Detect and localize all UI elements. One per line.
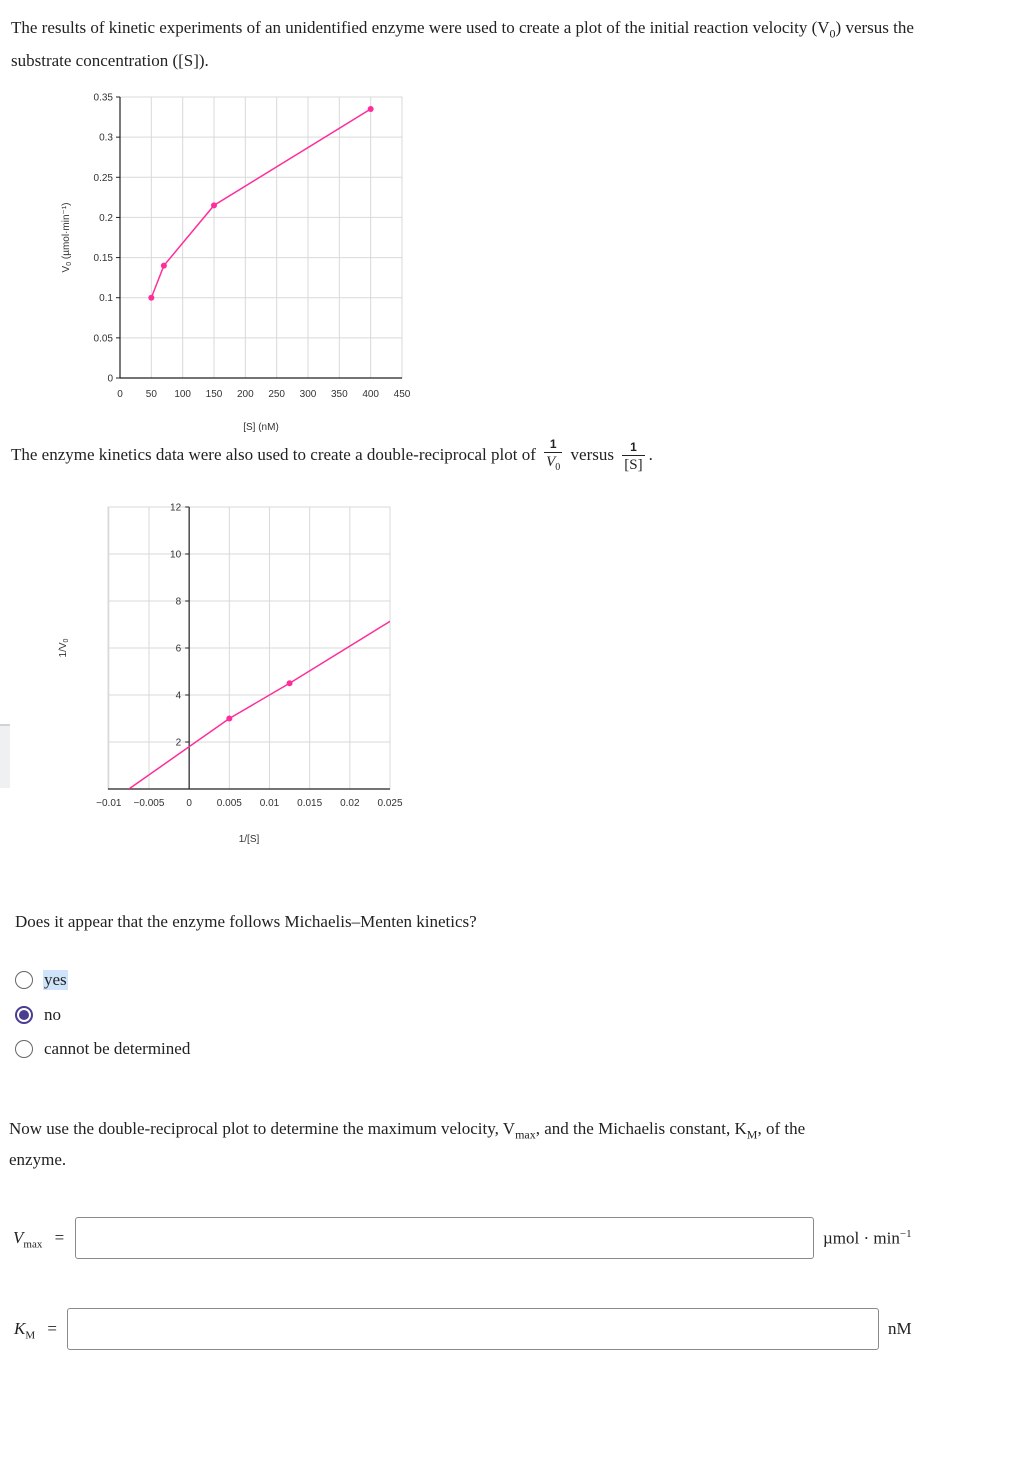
velocity-vs-substrate-chart [40, 80, 440, 440]
intro-paragraph: The results of kinetic experiments of an unidentified enzyme were used to create a plot of the initial reaction velocity $(V_0)$ versus the substrate concentration ([S]). [11, 18, 914, 71]
series-line [129, 554, 440, 789]
y-axis-title-prefix: V [61, 265, 72, 273]
x-tick-label: 0 [186, 798, 192, 809]
plot-frame [120, 97, 402, 378]
y-tick-label: 10 [170, 549, 182, 561]
km-unit: nM [888, 1319, 912, 1338]
data-point [161, 263, 167, 269]
y-axis-title-prefix: 1/V [58, 642, 69, 658]
x-axis-title: 1/[S] [238, 834, 260, 845]
x-tick-label: 0.025 [377, 798, 403, 809]
option-no-label: no [44, 1005, 61, 1024]
option-yes-label: yes [44, 970, 67, 989]
y-axis-title [58, 638, 70, 657]
option-yes[interactable] [15, 968, 68, 992]
plot-area [58, 503, 440, 846]
data-point [287, 680, 293, 686]
double-reciprocal-paragraph: The enzyme kinetics data were also used to create a double-reciprocal plot of $\frac{1}{V_0}$ versus $\frac{1}{[S]}$ . [11, 437, 653, 474]
double-reciprocal-chart [40, 490, 440, 860]
x-tick-label: 0 [117, 389, 123, 400]
x-tick-label: 250 [268, 389, 286, 400]
y-tick-label: 4 [175, 690, 182, 702]
y-tick-label: 0.35 [93, 92, 113, 104]
y-axis-title-sub: 0 [66, 261, 73, 266]
x-tick-label: 0.015 [297, 798, 323, 809]
x-tick-label: 400 [362, 389, 380, 400]
x-tick-label: −0.01 [96, 798, 122, 809]
y-tick-label: 2 [175, 737, 182, 749]
y-tick-label: 0.05 [93, 333, 113, 345]
question-text: Does it appear that the enzyme follows Michaelis–Menten kinetics? [15, 912, 477, 931]
x-tick-label: 0.02 [340, 798, 360, 809]
x-tick-label: 150 [205, 389, 223, 400]
vmax-unit: $\mu mol \cdot \min^{-1}$ [823, 1228, 912, 1248]
x-tick-label: 200 [236, 389, 254, 400]
y-tick-label: 12 [170, 502, 182, 514]
data-point [226, 716, 232, 722]
x-tick-label: 100 [174, 389, 192, 400]
radio-no[interactable] [15, 1006, 33, 1024]
y-tick-label: 0.3 [99, 132, 113, 144]
x-tick-label: −0.005 [133, 798, 165, 809]
x-tick-label: 0.01 [259, 798, 280, 809]
data-point [368, 106, 374, 112]
x-axis-title: [S] (nM) [243, 422, 279, 433]
fraction-one-over-v0: $\frac{1}{V_0}$ [546, 437, 561, 474]
option-cannot-be-determined[interactable] [15, 1037, 191, 1061]
side-panel-edge [0, 724, 10, 788]
km-label: $K_M$ = [14, 1319, 57, 1342]
y-axis-title-sub: 0 [63, 638, 70, 643]
x-tick-label: 450 [393, 389, 411, 400]
x-tick-label: 0.005 [216, 798, 242, 809]
y-axis-title [61, 203, 73, 273]
vmax-input[interactable] [75, 1217, 814, 1259]
data-point [211, 202, 217, 208]
plot-area [61, 93, 411, 434]
vmax-label: $V_{max}$ = [13, 1228, 65, 1251]
fraction-one-over-s: $\frac{1}{[S]}$ [624, 439, 643, 473]
y-tick-label: 0.15 [93, 253, 113, 265]
radio-cannot-be-determined[interactable] [15, 1040, 33, 1058]
option-cannot-label: cannot be determined [44, 1039, 191, 1058]
x-tick-label: 300 [299, 389, 317, 400]
y-tick-label: 0.2 [99, 212, 113, 224]
option-no[interactable] [15, 1003, 62, 1027]
y-tick-label: 0.1 [99, 293, 113, 305]
radio-yes[interactable] [15, 971, 33, 989]
data-point [148, 295, 154, 301]
y-tick-label: 8 [175, 596, 182, 608]
y-tick-label: 0 [107, 373, 113, 385]
x-tick-label: 350 [330, 389, 348, 400]
x-tick-label: 50 [145, 389, 157, 400]
y-tick-label: 6 [175, 643, 182, 655]
vmax-km-paragraph: Now use the double-reciprocal plot to determine the maximum velocity, $V_{max}$, and the Michaelis constant, $K_M$, of the enzyme. [9, 1119, 806, 1170]
y-axis-title-units: (µmol·min⁻¹) [61, 202, 72, 262]
y-tick-label: 0.25 [93, 172, 113, 184]
km-input[interactable] [67, 1308, 879, 1350]
